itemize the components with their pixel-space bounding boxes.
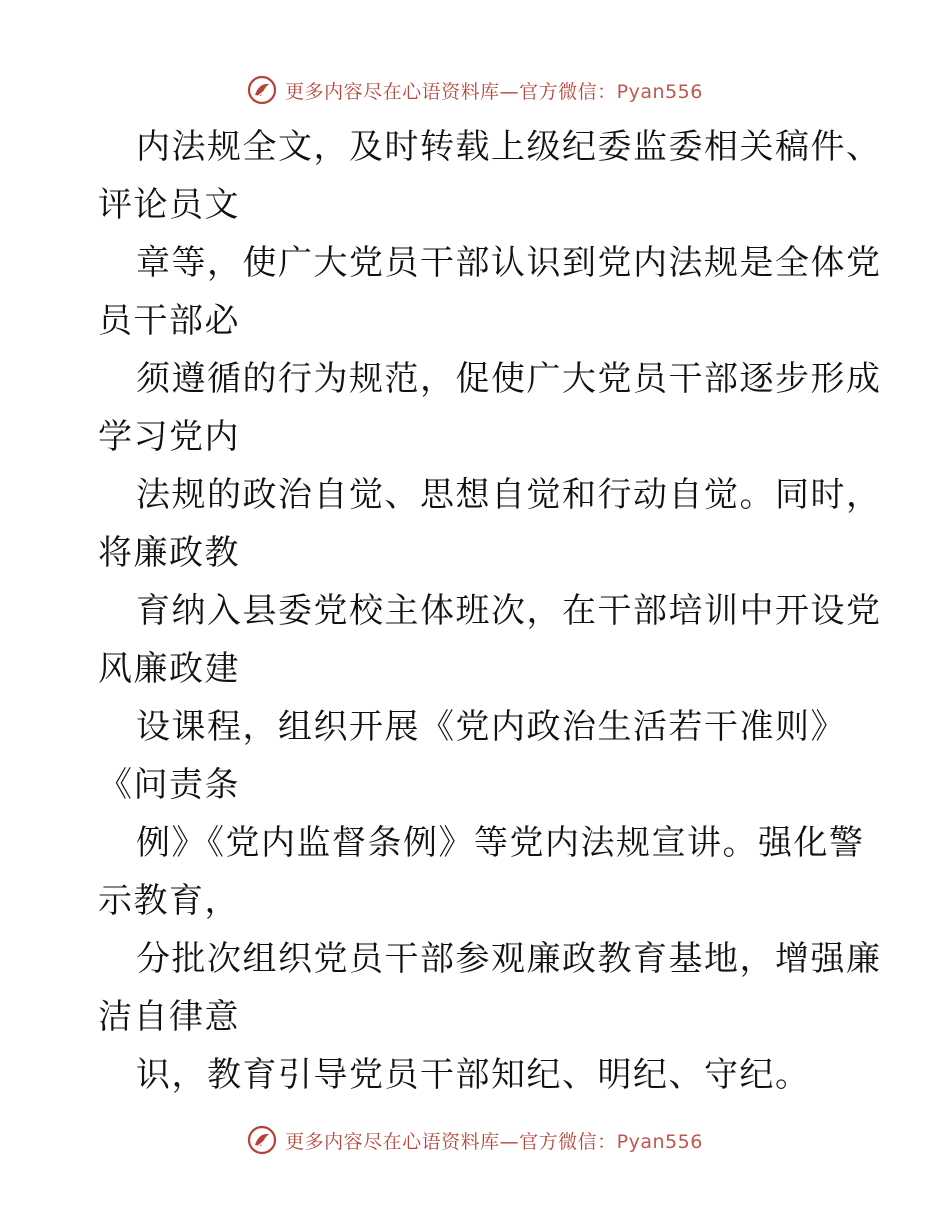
text-line: 员干部必 (98, 301, 240, 341)
text-line: 例》《党内监督条例》等党内法规宣讲。强化警 (136, 823, 865, 863)
watermark-wechat-id: Pyan556 (616, 80, 703, 103)
page-footer-watermark (0, 1120, 950, 1160)
text-line: 法规的政治自觉、思想自觉和行动自觉。同时， (136, 475, 882, 515)
page-header-watermark (0, 70, 950, 110)
watermark-text (285, 1127, 703, 1154)
text-line: 设课程，组织开展《党内政治生活若干准则》 (136, 707, 846, 747)
watermark-wechat-id: Pyan556 (616, 1130, 703, 1153)
text-line: 风廉政建 (98, 649, 240, 689)
text-line: 章等，使广大党员干部认识到党内法规是全体党 (136, 243, 882, 283)
brand-logo-icon (247, 75, 277, 105)
text-line: 《问责条 (98, 765, 240, 805)
watermark-label: 更多内容尽在心语资料库—官方微信： (285, 1130, 617, 1153)
text-line: 育纳入县委党校主体班次，在干部培训中开设党 (136, 591, 882, 631)
text-line: 将廉政教 (98, 533, 240, 573)
watermark-text (285, 77, 703, 104)
text-line: 识，教育引导党员干部知纪、明纪、守纪。 (136, 1055, 811, 1095)
text-line: 内法规全文，及时转载上级纪委监委相关稿件、 (136, 127, 882, 167)
text-line: 洁自律意 (98, 997, 240, 1037)
text-line: 示教育， (98, 881, 240, 921)
text-line: 须遵循的行为规范，促使广大党员干部逐步形成 (136, 359, 882, 399)
watermark-label: 更多内容尽在心语资料库—官方微信： (285, 80, 617, 103)
text-line: 评论员文 (98, 185, 240, 225)
brand-logo-icon (247, 1125, 277, 1155)
document-body (98, 118, 882, 1104)
text-line: 分批次组织党员干部参观廉政教育基地，增强廉 (136, 939, 882, 979)
text-line: 学习党内 (98, 417, 240, 457)
